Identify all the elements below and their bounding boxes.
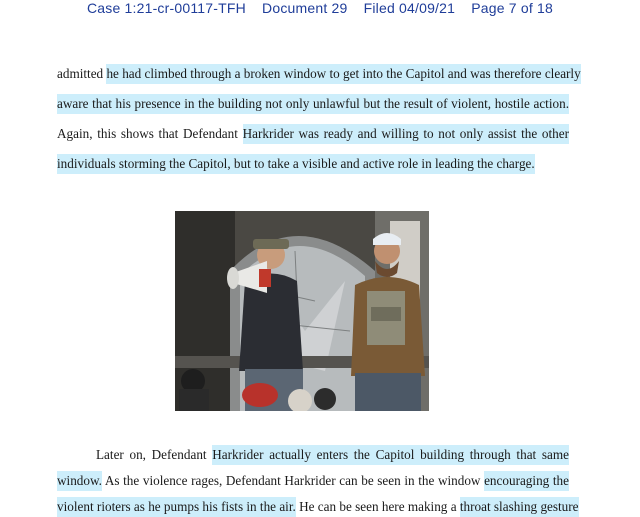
text-run: He can be seen here making a [295,499,460,514]
paragraph-1-line-1 [57,66,581,82]
highlighted-text: Harkrider actually enters the Capitol building through that same [212,445,569,465]
case-number: Case 1:21-cr-00117-TFH [86,0,246,16]
paragraph-1-line-3 [57,126,569,142]
text-run: As the violence rages, Defendant Harkrider can be seen in the window [101,473,485,488]
highlighted-text: aware that his presence in the building not only unlawful but the result of violent, hostile action. [57,94,569,114]
paragraph-1-line-4 [57,156,569,172]
highlighted-text: individuals storming the Capitol, but to take a visible and active role in leading the charge. [57,154,535,174]
paragraph-1-line-2 [57,96,569,112]
highlighted-text: throat slashing gesture [460,497,579,517]
highlighted-text: Harkrider was ready and willing to not only assist the other [243,124,569,144]
evidence-photo [175,211,429,411]
paragraph-2-line-3 [57,499,579,515]
document-number: Document 29 [262,0,348,16]
paragraph-2-line-2 [57,473,569,489]
paragraph-2-line-1 [96,447,569,463]
highlighted-text: encouraging the [484,471,569,491]
text-run: Again, this shows that Defendant [57,126,243,141]
page-indicator: Page 7 of 18 [471,0,554,16]
highlighted-text: violent rioters as he pumps his fists in the air. [57,497,296,517]
filed-date: Filed 04/09/21 [363,0,456,16]
highlighted-text: window. [57,471,102,491]
highlighted-text: he had climbed through a broken window to get into the Capitol and was therefore clearly [106,64,580,84]
evidence-photo-illustration [175,211,429,411]
text-run: Later on, Defendant [96,447,213,462]
page-header [0,0,640,18]
text-run: admitted [57,66,107,81]
